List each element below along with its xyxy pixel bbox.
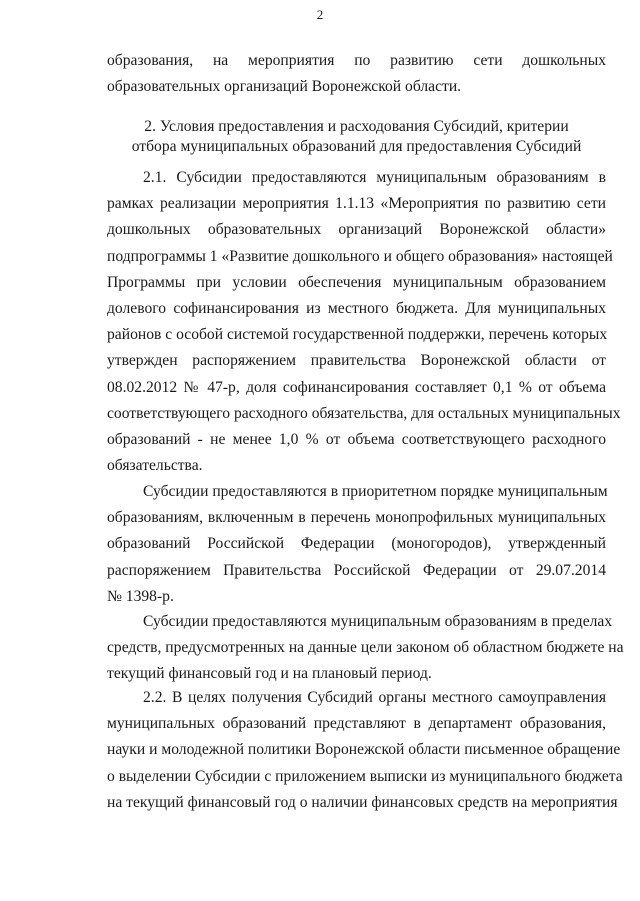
paragraph-limits: [107, 609, 624, 688]
text-line: Программы при условии обеспечения муниципальным образованием: [107, 273, 606, 291]
text-line: Субсидии предоставляются в приоритетном порядке муниципальным: [143, 483, 608, 500]
text-line: № 1398-р.: [107, 587, 174, 605]
text-line: муниципальных образований представляют в департамент образования,: [107, 715, 606, 733]
text-line: распоряжением Правительства Российской Федерации от 29.07.2014: [107, 561, 606, 579]
text-line: дошкольных образовательных организаций Воронежской области»: [107, 221, 606, 239]
heading-line-2: отбора муниципальных образований для предоставления Субсидий: [131, 138, 582, 155]
text-line: образованиям, включенным в перечень монопрофильных муниципальных: [107, 509, 606, 527]
text-line: текущий финансовый год и на плановый период.: [107, 665, 432, 683]
text-line: обязательства.: [107, 457, 203, 475]
heading-line-1: 2. Условия предоставления и расходования Субсидий, критерии: [144, 118, 569, 135]
text-line: Субсидии предоставляются муниципальным образованиям в пределах: [143, 613, 613, 630]
text-line: рамках реализации мероприятия 1.1.13 «Мероприятия по развитию сети: [107, 195, 606, 213]
paragraph-2-1: [107, 165, 621, 479]
text-line: о выделении Субсидии с приложением выписки из муниципального бюджета: [107, 767, 623, 785]
text-line: образовательных организаций Воронежской области.: [107, 78, 462, 96]
text-line: средств, предусмотренных на данные цели законом об областном бюджете на: [107, 639, 624, 657]
section-heading: [107, 117, 606, 157]
text-line: науки и молодежной политики Воронежской области письменное обращение: [107, 741, 621, 759]
text-line: образований - не менее 1,0 % от объема соответствующего расходного: [107, 431, 606, 449]
text-line: 2.2. В целях получения Субсидий органы местного самоуправления: [143, 689, 606, 706]
paragraph-priority: [107, 479, 606, 610]
text-line: соответствующего расходного обязательства, для остальных муниципальных: [107, 404, 621, 422]
text-line: долевого софинансирования из местного бюджета. Для муниципальных: [107, 300, 606, 318]
text-line: районов с особой системой государственной поддержки, перечень которых: [107, 326, 608, 344]
text-line: 2.1. Субсидии предоставляются муниципальным образованиям в: [143, 169, 606, 186]
text-line: 08.02.2012 № 47-р, доля софинансирования составляет 0,1 % от объема: [107, 378, 606, 396]
text-line: подпрограммы 1 «Развитие дошкольного и общего образования» настоящей: [107, 247, 613, 265]
text-line: утвержден распоряжением правительства Воронежской области от: [107, 352, 606, 370]
page-number: 2: [316, 7, 324, 22]
text-line: образования, на мероприятия по развитию сети дошкольных: [107, 52, 606, 69]
paragraph-2-2: [107, 685, 623, 816]
intro-paragraph: [107, 48, 606, 100]
text-line: на текущий финансовый год о наличии финансовых средств на мероприятия: [107, 793, 618, 811]
text-line: образований Российской Федерации (моногородов), утвержденный: [107, 535, 606, 553]
